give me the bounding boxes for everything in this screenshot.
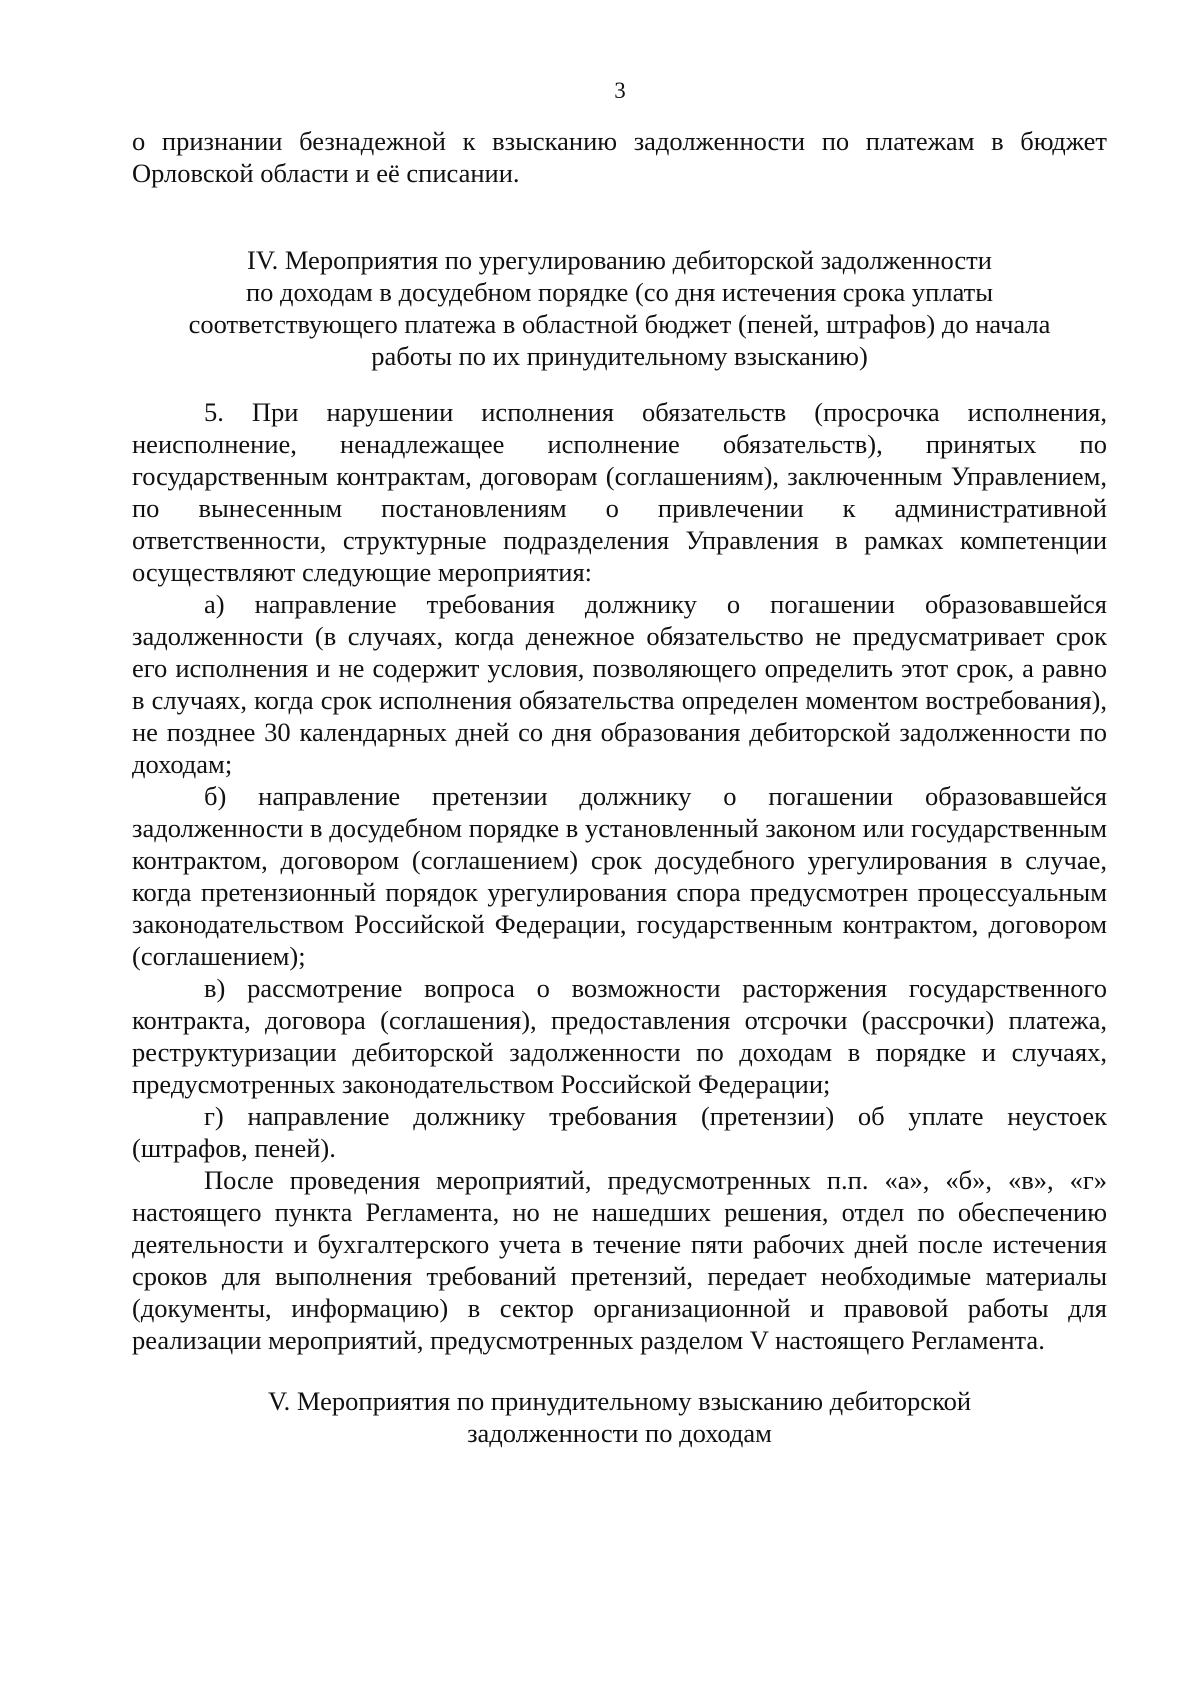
after-measures-paragraph: После проведения мероприятий, предусмотренных п.п. «а», «б», «в», «г» настоящего пункта Регламента, но не нашедших решения, отдел по обеспечению деятельности и бухгалтерского учета в течение пяти рабочих дней после истечения сроков для выполнения требований претензий, передает необходимые материалы (документы, информацию) в сектор организационной и правовой работы для реализации мероприятий, предусмотренных разделом V настоящего Регламента. bbox=[132, 1165, 1107, 1355]
section-iv-heading-line: работы по их принудительному взысканию) bbox=[371, 341, 868, 371]
item-v: в) рассмотрение вопроса о возможности расторжения государственного контракта, договора (соглашения), предоставления отсрочки (рассрочки) платежа, реструктуризации дебиторской задолженности по доходам в порядке и случаях, предусмотренных законодательством Российской Федерации; bbox=[132, 973, 1107, 1099]
section-iv-heading-line: IV. Мероприятия по урегулированию дебиторской задолженности bbox=[247, 245, 992, 275]
section-iv-body bbox=[132, 396, 1107, 1356]
item-g: г) направление должнику требования (претензии) об уплате неустоек (штрафов, пеней). bbox=[132, 1101, 1107, 1163]
page-number: 3 bbox=[614, 78, 626, 103]
item-b: б) направление претензии должнику о погашении образовавшейся задолженности в досудебном порядке в установленный законом или государственным контрактом, договором (соглашением) срок досудебного урегулирования в случае, когда претензионный порядок урегулирования спора предусмотрен процессуальным законодательством Российской Федерации, государственным контрактом, договором (соглашением); bbox=[132, 781, 1107, 971]
intro-paragraph bbox=[132, 125, 1107, 189]
intro-paragraph-text: о признании безнадежной к взысканию задолженности по платежам в бюджет Орловской области и её списании. bbox=[132, 126, 1107, 188]
item-a: а) направление требования должнику о погашении образовавшейся задолженности (в случаях, когда денежное обязательство не предусматривает срок его исполнения и не содержит условия, позволяющего определить этот срок, а равно в случаях, когда срок исполнения обязательства определен моментом востребования), не позднее 30 календарных дней со дня образования дебиторской задолженности по доходам; bbox=[132, 589, 1107, 779]
section-iv-heading-line: соответствующего платежа в областной бюджет (пеней, штрафов) до начала bbox=[188, 309, 1051, 339]
section-v-heading-line: задолженности по доходам bbox=[467, 1418, 772, 1448]
section-v-heading bbox=[132, 1385, 1107, 1449]
section-iv-heading bbox=[132, 244, 1107, 372]
paragraph-5: 5. При нарушении исполнения обязательств (просрочка исполнения, неисполнение, ненадлежащее исполнение обязательств), принятых по государственным контрактам, договорам (соглашениям), заключенным Управлением, по вынесенным постановлениям о привлечении к административной ответственности, структурные подразделения Управления в рамках компетенции осуществляют следующие мероприятия: bbox=[132, 397, 1107, 587]
section-v-heading-line: V. Мероприятия по принудительному взысканию дебиторской bbox=[267, 1386, 972, 1416]
section-iv-heading-line: по доходам в досудебном порядке (со дня истечения срока уплаты bbox=[245, 277, 994, 307]
